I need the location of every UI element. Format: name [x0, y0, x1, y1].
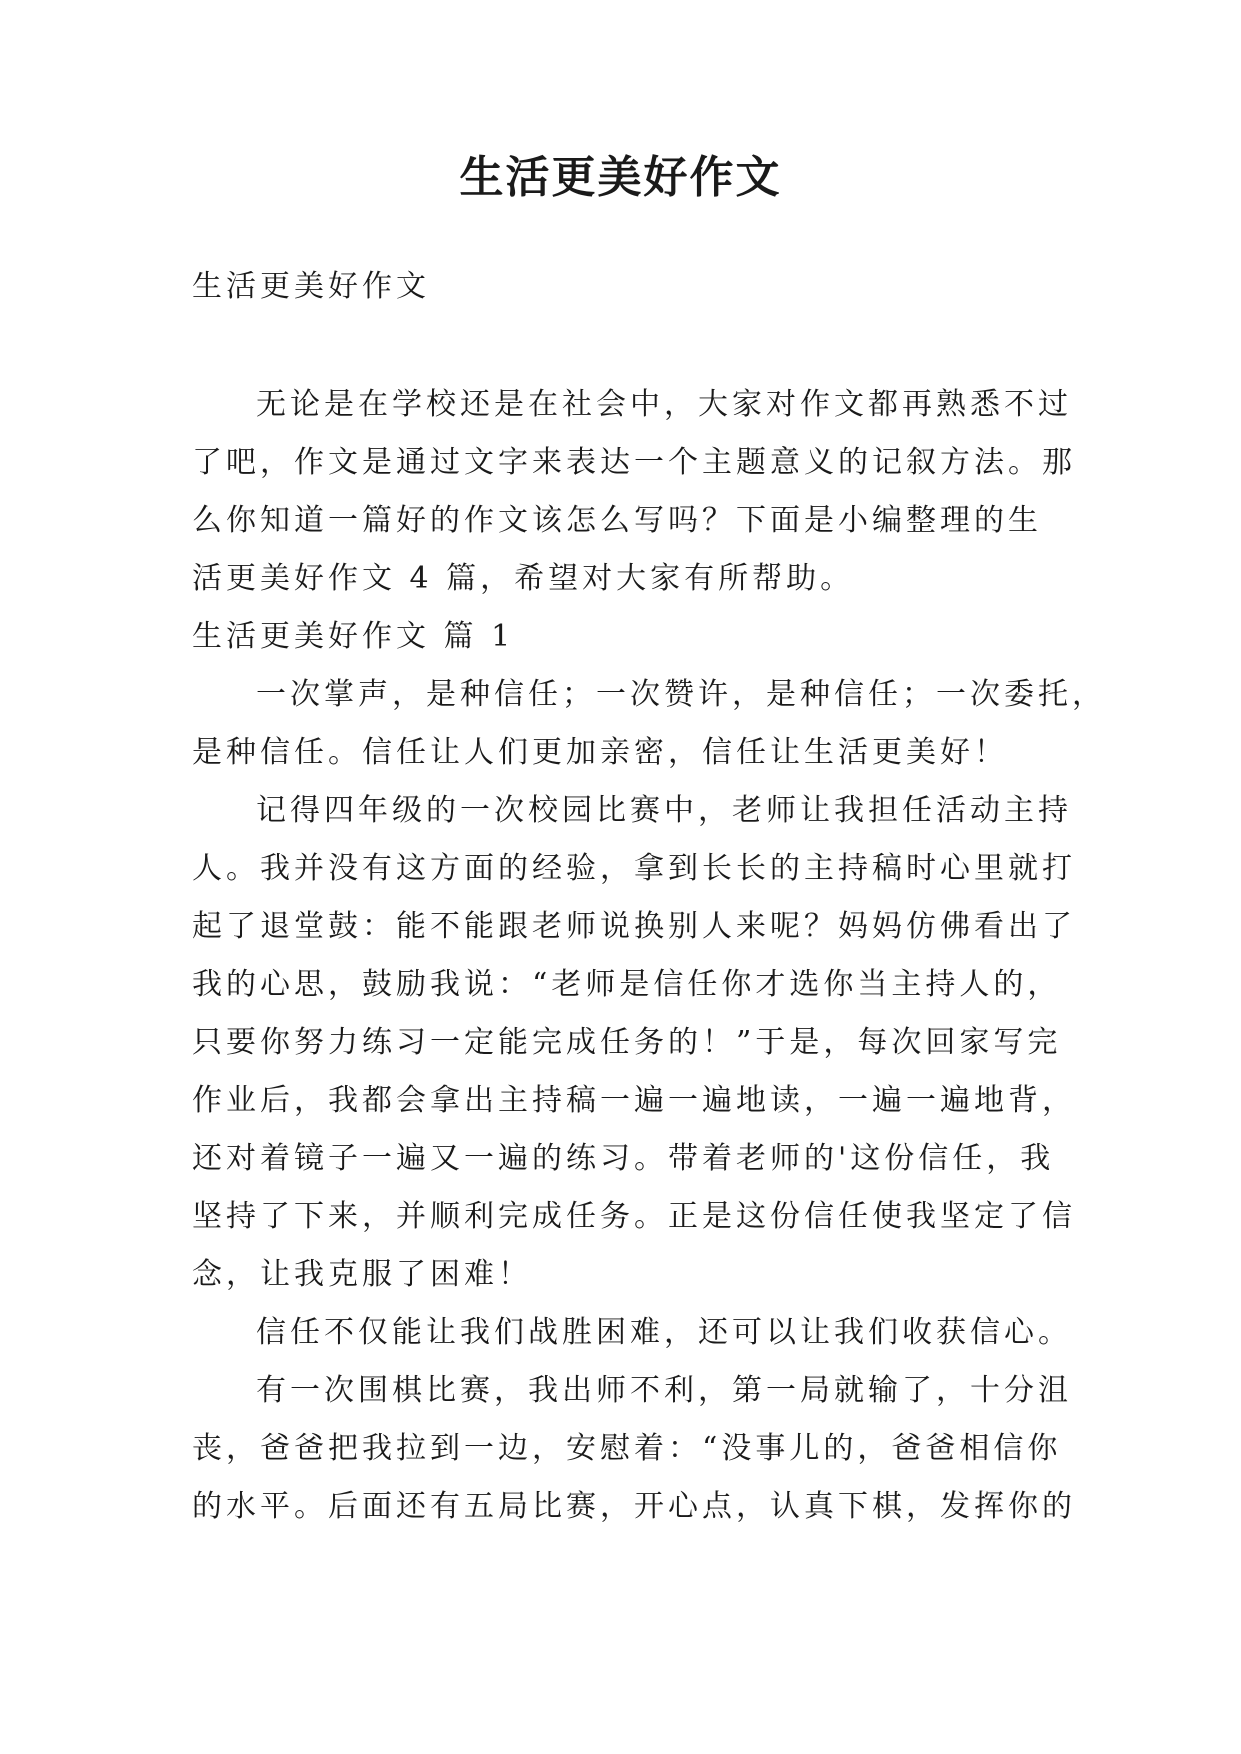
text-line: 丧，爸爸把我拉到一边，安慰着：“没事儿的，爸爸相信你	[192, 1431, 1062, 1466]
body-paragraph	[192, 782, 1076, 1304]
section-heading: 生活更美好作文 篇 1	[192, 619, 515, 654]
text-line: 坚持了下来，并顺利完成任务。正是这份信任使我坚定了信	[192, 1199, 1076, 1234]
text-line: 还对着镜子一遍又一遍的练习。带着老师的'这份信任，我	[192, 1141, 1055, 1176]
text-line: 念，让我克服了困难！	[192, 1257, 532, 1292]
text-line: 的水平。后面还有五局比赛，开心点，认真下棋，发挥你的	[192, 1489, 1076, 1524]
text-line: 一次掌声，是种信任；一次赞许，是种信任；一次委托，	[256, 677, 1106, 712]
text-line: 无论是在学校还是在社会中，大家对作文都再熟悉不过	[256, 387, 1072, 422]
text-line: 有一次围棋比赛，我出师不利，第一局就输了，十分沮	[256, 1373, 1072, 1408]
text-line: 了吧，作文是通过文字来表达一个主题意义的记叙方法。那	[192, 445, 1076, 480]
document-subtitle: 生活更美好作文	[192, 269, 430, 304]
document-title: 生活更美好作文	[459, 152, 782, 203]
text-line: 是种信任。信任让人们更加亲密，信任让生活更美好！	[192, 735, 1008, 770]
document-body	[192, 258, 1106, 1536]
text-line: 起了退堂鼓：能不能跟老师说换别人来呢？妈妈仿佛看出了	[192, 909, 1076, 944]
text-line: 信任不仅能让我们战胜困难，还可以让我们收获信心。	[256, 1315, 1072, 1350]
text-line: 作业后，我都会拿出主持稿一遍一遍地读，一遍一遍地背，	[192, 1083, 1076, 1118]
body-paragraph	[192, 1362, 1076, 1536]
text-line: 只要你努力练习一定能完成任务的！”于是，每次回家写完	[192, 1025, 1062, 1060]
text-line: 我的心思，鼓励我说：“老师是信任你才选你当主持人的，	[192, 967, 1062, 1002]
text-line: 活更美好作文 4 篇，希望对大家有所帮助。	[192, 561, 855, 596]
body-paragraph	[192, 1304, 1072, 1362]
text-line: 人。我并没有这方面的经验，拿到长长的主持稿时心里就打	[192, 851, 1076, 886]
intro-paragraph	[192, 376, 1076, 608]
text-line: 么你知道一篇好的作文该怎么写吗？下面是小编整理的生	[192, 503, 1042, 538]
body-paragraph	[192, 666, 1106, 782]
text-line: 记得四年级的一次校园比赛中，老师让我担任活动主持	[256, 793, 1072, 828]
